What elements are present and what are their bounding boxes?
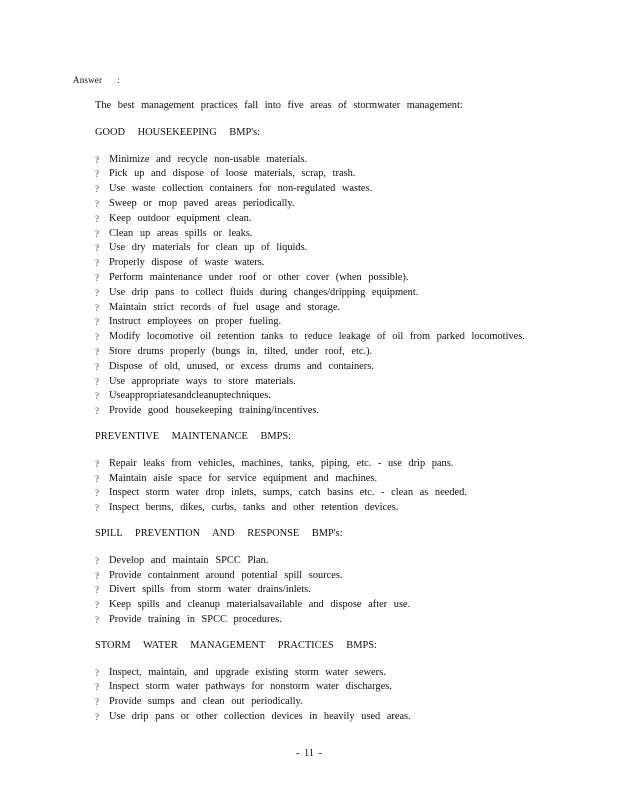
list-item-text: Properly dispose of waste waters. <box>109 257 265 269</box>
list-item <box>95 153 555 168</box>
list-item-text: Develop and maintain SPCC Plan. <box>109 554 269 566</box>
list-item <box>95 710 555 725</box>
list-item-text: Inspect storm water drop inlets, sumps, catch basins etc. - clean as needed. <box>109 487 467 499</box>
section-heading: STORM WATER MANAGEMENT PRACTICES BMPS: <box>95 639 377 651</box>
list-item <box>95 301 555 316</box>
list-item-text: Provide training in SPCC procedures. <box>109 613 282 625</box>
list-item-text: Repair leaks from vehicles, machines, tanks, piping, etc. - use drip pans. <box>109 457 454 469</box>
bullet-icon: ? <box>95 258 99 269</box>
list-item <box>95 680 555 695</box>
bullet-icon: ? <box>95 243 99 254</box>
list-item-text: Use dry materials for clean up of liquids. <box>109 242 308 254</box>
bullet-icon: ? <box>95 711 99 722</box>
list-item <box>95 457 555 472</box>
bullet-icon: ? <box>95 332 99 343</box>
bullet-icon: ? <box>95 458 99 469</box>
bullet-icon: ? <box>95 697 99 708</box>
list-item <box>95 375 555 390</box>
page-number: - 11 - <box>295 748 323 759</box>
list-item <box>95 212 555 227</box>
intro-paragraph: The best management practices fall into five areas of stormwater management: <box>95 100 463 111</box>
bullet-icon: ? <box>95 184 99 195</box>
bullet-icon: ? <box>95 488 99 499</box>
bullet-icon: ? <box>95 228 99 239</box>
list-item-text: Minimize and recycle non-usable materials. <box>109 153 308 165</box>
list-item <box>95 241 555 256</box>
bullet-icon: ? <box>95 198 99 209</box>
bullet-icon: ? <box>95 614 99 625</box>
bmp-list <box>95 457 555 516</box>
list-item-text: Dispose of old, unused, or excess drums and containers. <box>109 360 374 372</box>
list-item-text: Inspect berms, dikes, curbs, tanks and other retention devices. <box>109 502 399 514</box>
list-item <box>95 167 555 182</box>
list-item <box>95 271 555 286</box>
bullet-icon: ? <box>95 503 99 514</box>
list-item <box>95 404 555 419</box>
document-body <box>95 99 555 736</box>
section-heading: PREVENTIVE MAINTENANCE BMPS: <box>95 430 292 442</box>
list-item-text: Provide good housekeeping training/incentives. <box>109 405 319 417</box>
list-item-text: Modify locomotive oil retention tanks to reduce leakage of oil from parked locomotives. <box>109 331 525 343</box>
list-item-text: Instruct employees on proper fueling. <box>109 316 282 328</box>
bmp-sections <box>95 126 555 725</box>
list-item-text: Keep outdoor equipment clean. <box>109 212 252 224</box>
bmp-list <box>95 153 555 419</box>
bullet-icon: ? <box>95 600 99 611</box>
bullet-icon: ? <box>95 473 99 484</box>
list-item <box>95 330 555 345</box>
list-item <box>95 598 555 613</box>
bullet-icon: ? <box>95 169 99 180</box>
bullet-icon: ? <box>95 570 99 581</box>
list-item-text: Use drip pans or other collection devices in heavily used areas. <box>109 710 411 722</box>
bullet-icon: ? <box>95 213 99 224</box>
list-item-text: Divert spills from storm water drains/inlets. <box>109 584 311 596</box>
list-item <box>95 554 555 569</box>
bullet-icon: ? <box>95 272 99 283</box>
list-item <box>95 486 555 501</box>
list-item <box>95 695 555 710</box>
bullet-icon: ? <box>95 585 99 596</box>
list-item <box>95 583 555 598</box>
list-item-text: Keep spills and cleanup materialsavailable and dispose after use. <box>109 599 411 611</box>
section-heading: SPILL PREVENTION AND RESPONSE BMP's: <box>95 527 343 539</box>
list-item <box>95 666 555 681</box>
list-item-text: Inspect storm water pathways for nonstorm water discharges. <box>109 681 392 693</box>
list-item-text: Provide sumps and clean out periodically. <box>109 696 303 708</box>
list-item <box>95 345 555 360</box>
list-item <box>95 360 555 375</box>
bullet-icon: ? <box>95 154 99 165</box>
list-item <box>95 256 555 271</box>
bullet-icon: ? <box>95 555 99 566</box>
list-item <box>95 472 555 487</box>
bmp-list <box>95 666 555 725</box>
bullet-icon: ? <box>95 682 99 693</box>
list-item <box>95 315 555 330</box>
list-item-text: Clean up areas spills or leaks. <box>109 227 253 239</box>
list-item <box>95 197 555 212</box>
bullet-icon: ? <box>95 287 99 298</box>
bullet-icon: ? <box>95 346 99 357</box>
bullet-icon: ? <box>95 317 99 328</box>
list-item-text: Maintain strict records of fuel usage and storage. <box>109 301 341 313</box>
list-item-text: Inspect, maintain, and upgrade existing storm water sewers. <box>109 666 386 678</box>
list-item-text: Perform maintenance under roof or other cover (when possible). <box>109 271 409 283</box>
bullet-icon: ? <box>95 361 99 372</box>
list-item <box>95 613 555 628</box>
list-item-text: Maintain aisle space for service equipment and machines. <box>109 472 378 484</box>
list-item <box>95 569 555 584</box>
list-item-text: Use drip pans to collect fluids during changes/dripping equipment. <box>109 286 419 298</box>
list-item-text: Pick up and dispose of loose materials, scrap, trash. <box>109 168 356 180</box>
list-item-text: Provide containment around potential spill sources. <box>109 569 343 581</box>
bmp-list <box>95 554 555 628</box>
list-item-text: Use appropriate ways to store materials. <box>109 375 296 387</box>
bullet-icon: ? <box>95 376 99 387</box>
list-item-text: Use waste collection containers for non-regulated wastes. <box>109 183 373 195</box>
list-item <box>95 286 555 301</box>
answer-colon: : <box>117 75 120 85</box>
answer-label: Answer <box>73 75 103 85</box>
list-item-text: Store drums properly (bungs in, tilted, under roof, etc.). <box>109 345 373 357</box>
list-item-text: Sweep or mop paved areas periodically. <box>109 197 295 209</box>
answer-label-line <box>73 75 120 85</box>
list-item <box>95 501 555 516</box>
list-item <box>95 182 555 197</box>
list-item <box>95 227 555 242</box>
bullet-icon: ? <box>95 391 99 402</box>
bullet-icon: ? <box>95 406 99 417</box>
bullet-icon: ? <box>95 667 99 678</box>
list-item-text: Useappropriatesandcleanuptechniques. <box>109 390 271 402</box>
section-heading: GOOD HOUSEKEEPING BMP's: <box>95 126 261 138</box>
bullet-icon: ? <box>95 302 99 313</box>
list-item <box>95 389 555 404</box>
